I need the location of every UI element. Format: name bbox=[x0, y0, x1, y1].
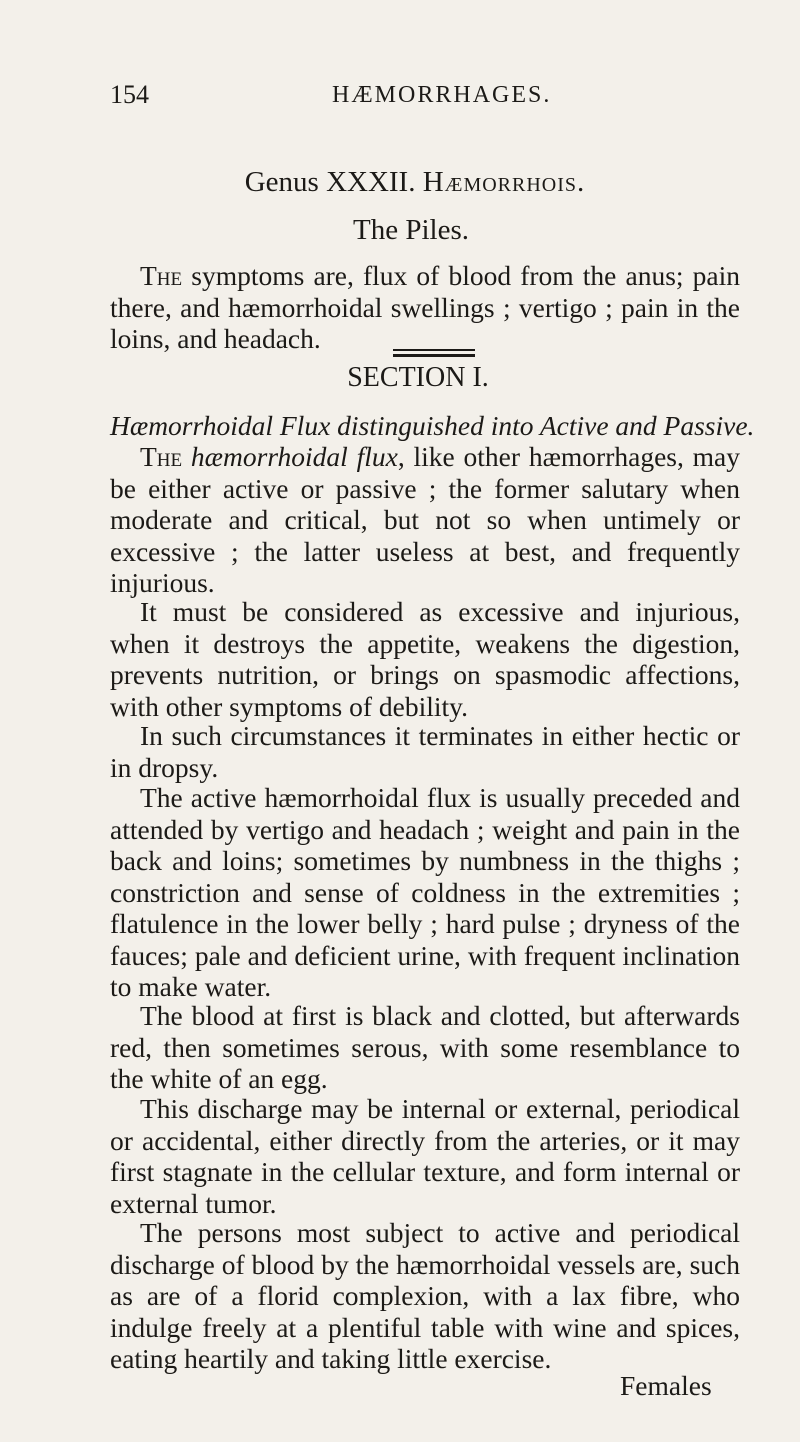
genus-name: Hæmorrhois. bbox=[422, 166, 586, 198]
genus-label: Genus XXXII. bbox=[244, 166, 416, 198]
page-number: 154 bbox=[110, 80, 149, 109]
paragraph-6: This discharge may be internal or external, periodical or accidental, either directly from the arteries, or it may first stagnate in the cellular texture, and form internal or external tumor. bbox=[110, 1093, 740, 1219]
paragraph-4: The active hæmorrhoidal flux is usually preceded and attended by vertigo and headach ; weight and pain in the back and loins; sometimes by numbness in the thighs ; constriction and sense of coldness in the extremities ; flatulence in the lower belly ; hard pulse ; dryness of the fauces; pale and deficient urine, with frequent inclination to make water. bbox=[110, 782, 740, 1002]
symptoms-paragraph bbox=[110, 260, 740, 355]
paragraph-3: In such circumstances it terminates in either hectic or in dropsy. bbox=[110, 720, 740, 783]
paragraph-5: The blood at first is black and clotted, but afterwards red, then sometimes serous, with some resemblance to the white of an egg. bbox=[110, 1000, 740, 1094]
section-divider-thick bbox=[393, 354, 475, 357]
symptoms-text: symptoms are, flux of blood from the anus; pain there, and hæmorrhoidal swellings ; vertigo ; pain in the loins, and headach. bbox=[110, 260, 740, 354]
running-head bbox=[110, 80, 740, 112]
paragraph-1 bbox=[110, 441, 740, 599]
paragraph-7: The persons most subject to active and periodical discharge of blood by the hæmorrhoidal vessels are, such as are of a florid complexion, with a lax fibre, who indulge freely at a plentiful table with wine and spices, eating heartily and taking little exercise. bbox=[110, 1217, 740, 1374]
running-title: HÆMORRHAGES. bbox=[332, 82, 552, 108]
genus-subtitle: The Piles. bbox=[353, 214, 469, 246]
paragraph-1-lead-word: The bbox=[140, 441, 183, 472]
paragraph-1-italic: hæmorrhoidal flux bbox=[182, 441, 398, 472]
symptoms-lead-word: The bbox=[140, 260, 183, 291]
paragraph-1-text: , like other hæmorrhages, may be either active or passive ; the former salutary when moderate and critical, but not so when untimely or excessive ; the latter useless at best, and frequently injurious. bbox=[110, 441, 740, 598]
section-heading: Hæmorrhoidal Flux distinguished into Active and Passive. bbox=[110, 410, 755, 441]
section-divider-thin bbox=[393, 349, 475, 351]
genus-heading bbox=[0, 166, 800, 199]
catchword: Females bbox=[620, 1370, 712, 1401]
paragraph-2: It must be considered as excessive and injurious, when it destroys the appetite, weakens the digestion, prevents nutrition, or brings on spasmodic affections, with other symptoms of debility. bbox=[110, 596, 740, 722]
section-title: SECTION I. bbox=[347, 362, 489, 393]
